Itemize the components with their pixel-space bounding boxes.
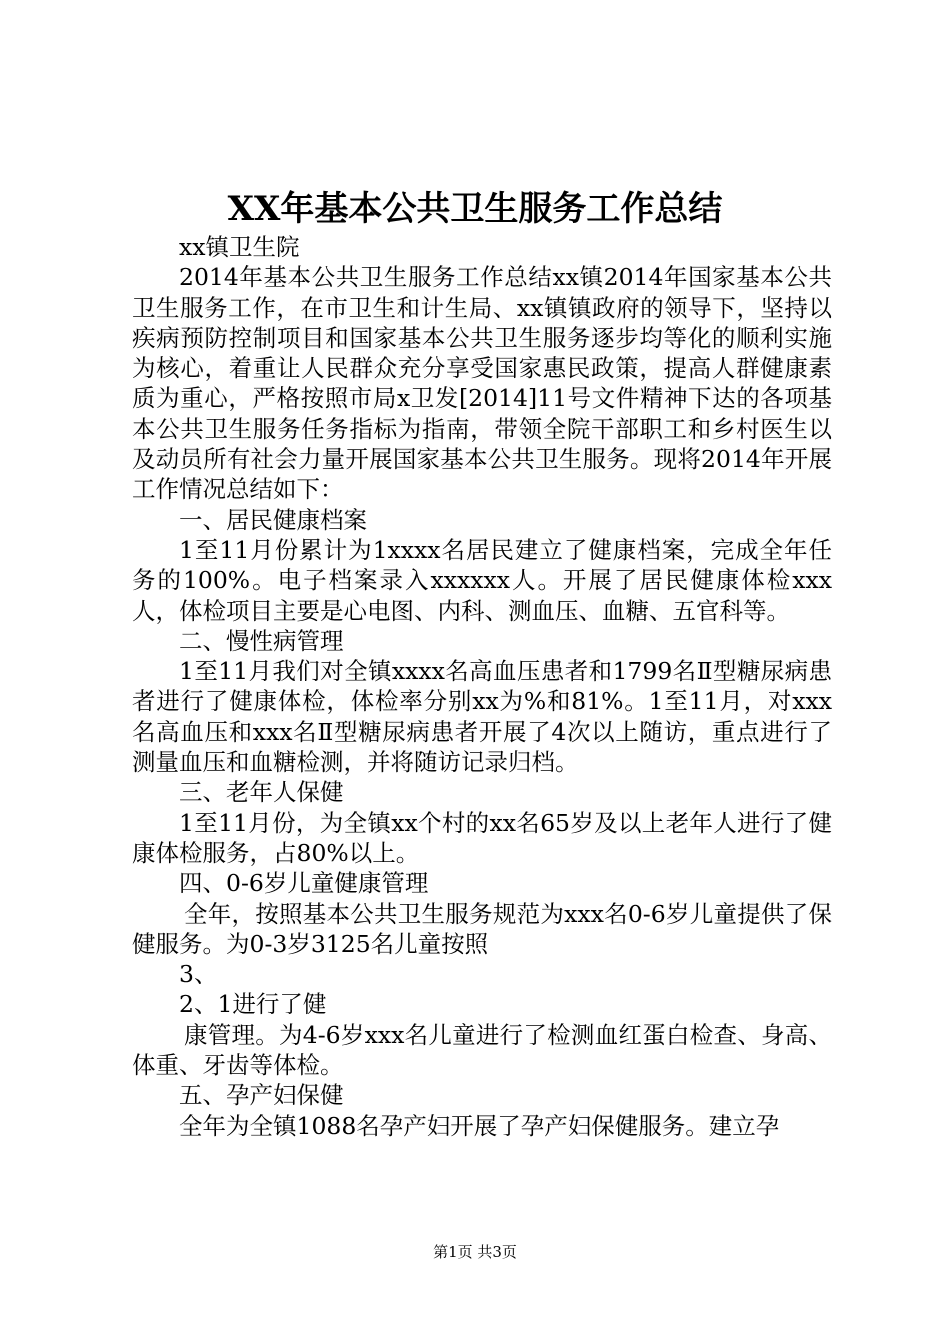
section-heading-maternal-care: 五、孕产妇保健 (179, 1081, 344, 1110)
paragraph-maternal-care: 全年为全镇1088名孕产妇开展了孕产妇保健服务。建立孕 (179, 1111, 780, 1140)
paragraph-health-records: 1至11月份累计为1xxxx名居民建立了健康档案，完成全年任务的100%。电子档案录入xxxxxx人。开展了居民健康体检xxx人，体检项目主要是心电图、内科、测血压、血糖、五官科等。 (132, 535, 832, 625)
page-footer: 第1页 共3页 (433, 1243, 517, 1261)
paragraph-fragment-3: 3、 (179, 960, 218, 989)
document-title: XX年基本公共卫生服务工作总结 (227, 189, 723, 229)
paragraph-fragment-2-1: 2、1进行了健 (179, 990, 327, 1019)
document-body (132, 232, 832, 1141)
paragraph-chronic-disease: 1至11月我们对全镇xxxx名高血压患者和1799名Ⅱ型糖尿病患者进行了健康体检，体检率分别xx为%和81%。1至11月，对xxx名高血压和xxx名Ⅱ型糖尿病患者开展了4次以上随访，重点进行了测量血压和血糖检测，并将随访记录归档。 (132, 657, 832, 777)
paragraph-elderly-care: 1至11月份，为全镇xx个村的xx名65岁及以上老年人进行了健康体检服务，占80%以上。 (132, 808, 832, 867)
section-heading-child-health: 四、0-6岁儿童健康管理 (179, 869, 429, 898)
author-line: xx镇卫生院 (179, 233, 300, 261)
intro-paragraph: 2014年基本公共卫生服务工作总结xx镇2014年国家基本公共卫生服务工作，在市卫生和计生局、xx镇镇政府的领导下，坚持以疾病预防控制项目和国家基本公共卫生服务逐步均等化的顺利实施为核心，着重让人民群众充分享受国家惠民政策，提高人群健康素质为重心，严格按照市局x卫发[2014]11号文件精神下达的各项基本公共卫生服务任务指标为指南，带领全院干部职工和乡村医生以及动员所有社会力量开展国家基本公共卫生服务。现将2014年开展工作情况总结如下： (132, 263, 832, 504)
paragraph-child-health: 全年，按照基本公共卫生服务规范为xxx名0-6岁儿童提供了保健服务。为0-3岁3125名儿童按照 (132, 899, 832, 958)
section-heading-health-records: 一、居民健康档案 (179, 505, 367, 534)
paragraph-child-health-continued: 康管理。为4-6岁xxx名儿童进行了检测血红蛋白检查、身高、体重、牙齿等体检。 (132, 1020, 832, 1080)
section-heading-chronic-disease: 二、慢性病管理 (179, 626, 344, 655)
section-heading-elderly-care: 三、老年人保健 (179, 778, 344, 807)
